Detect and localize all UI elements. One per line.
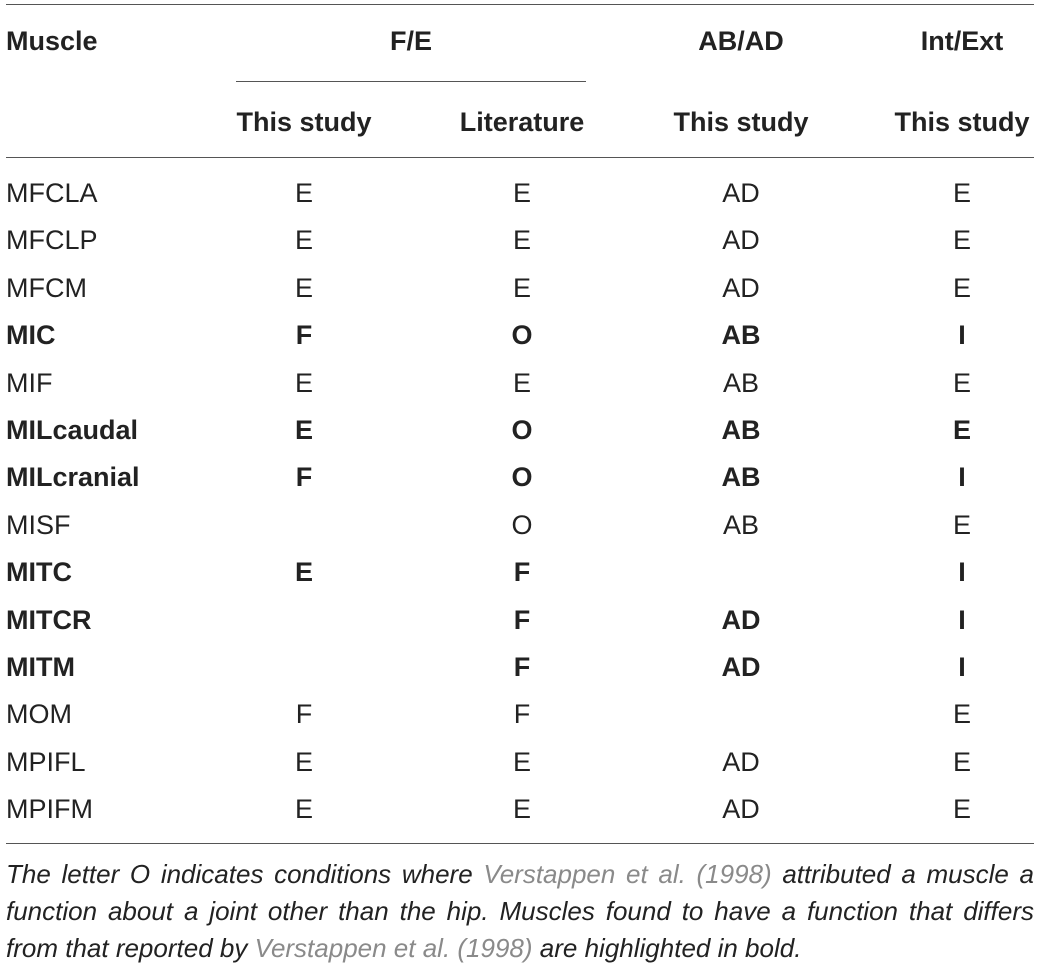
table-row	[0, 597, 1040, 644]
cell-fe-this-study: F	[295, 462, 313, 493]
cell-abad-this-study: AB	[722, 367, 760, 398]
cell-fe-this-study: E	[294, 414, 314, 445]
table-row	[0, 739, 1040, 786]
cell-fe-literature: E	[512, 178, 532, 208]
cell-fe-literature: O	[511, 509, 533, 540]
table-row	[0, 217, 1040, 264]
top-rule	[6, 4, 1034, 5]
cell-abad-this-study: AB	[721, 320, 761, 351]
cell-intext-this-study: I	[958, 462, 966, 493]
cell-fe-literature: F	[513, 699, 531, 730]
footnote-text-1: The letter O indicates conditions where	[6, 859, 484, 889]
cell-abad-this-study: AD	[722, 746, 760, 777]
cell-muscle: MFCLA	[6, 178, 98, 208]
table-row	[0, 644, 1040, 691]
cell-abad-this-study: AD	[721, 651, 761, 682]
cell-fe-this-study: E	[294, 794, 314, 825]
cell-fe-this-study: E	[294, 746, 314, 777]
table-row	[0, 454, 1040, 501]
cell-muscle: MITM	[6, 651, 75, 682]
bottom-rule	[6, 843, 1034, 844]
footnote-reference-link[interactable]: Verstappen et al. (1998)	[483, 859, 772, 889]
cell-muscle: MIC	[6, 320, 56, 351]
cell-fe-literature: E	[512, 272, 532, 303]
footnote-reference-link[interactable]: Verstappen et al. (1998)	[254, 933, 533, 963]
cell-fe-this-study: F	[295, 699, 313, 730]
cell-fe-literature: F	[513, 651, 531, 682]
table-footnote	[6, 856, 1034, 967]
cell-abad-this-study: AD	[722, 225, 760, 256]
cell-muscle: MPIFL	[6, 746, 86, 777]
cell-fe-literature: F	[513, 557, 531, 588]
table-body	[0, 170, 1040, 833]
footnote-text-2: attributed a muscle a function about a joint other than the hip. Muscles found to have a function that differs from that reported by	[6, 859, 1034, 963]
table-row	[0, 691, 1040, 738]
cell-abad-this-study: AD	[722, 272, 760, 303]
cell-muscle: MIF	[6, 367, 53, 398]
cell-abad-this-study: AB	[722, 509, 760, 540]
cell-fe-this-study: E	[294, 367, 314, 398]
cell-fe-this-study: E	[294, 225, 314, 256]
table-row	[0, 312, 1040, 359]
cell-fe-this-study: E	[294, 178, 314, 208]
fe-group-rule	[236, 81, 586, 82]
table-row	[0, 407, 1040, 454]
cell-fe-literature: O	[511, 462, 533, 493]
cell-fe-this-study: E	[294, 557, 314, 588]
table-row	[0, 786, 1040, 833]
cell-muscle: MITC	[6, 557, 72, 588]
cell-abad-this-study: AD	[722, 794, 760, 825]
cell-abad-this-study: AB	[721, 414, 761, 445]
cell-intext-this-study: E	[952, 367, 972, 398]
header-rule	[6, 157, 1034, 158]
table-row	[0, 265, 1040, 312]
cell-intext-this-study: E	[952, 225, 972, 256]
cell-intext-this-study: E	[952, 746, 972, 777]
cell-intext-this-study: E	[952, 794, 972, 825]
table-row	[0, 502, 1040, 549]
cell-fe-literature: E	[512, 794, 532, 825]
table-row	[0, 360, 1040, 407]
cell-muscle: MFCLP	[6, 225, 98, 256]
subheader-this-study-intext: This study	[894, 107, 1030, 137]
cell-muscle: MITCR	[6, 604, 92, 635]
subheader-this-study-abad: This study	[673, 107, 809, 137]
cell-abad-this-study: AB	[721, 462, 761, 493]
header-abad: AB/AD	[698, 26, 784, 56]
cell-intext-this-study: E	[952, 178, 972, 208]
cell-muscle: MILcaudal	[6, 414, 139, 445]
cell-intext-this-study: E	[952, 414, 972, 445]
cell-muscle: MFCM	[6, 272, 87, 303]
header-fe: F/E	[389, 26, 433, 56]
cell-fe-literature: O	[511, 320, 533, 351]
cell-muscle: MISF	[6, 509, 71, 540]
header-intext: Int/Ext	[920, 26, 1004, 56]
cell-fe-this-study: F	[295, 320, 313, 351]
table-row	[0, 549, 1040, 596]
header-muscle: Muscle	[6, 26, 98, 56]
cell-muscle: MOM	[6, 699, 72, 730]
cell-intext-this-study: E	[952, 509, 972, 540]
cell-fe-literature: O	[511, 414, 533, 445]
cell-fe-literature: E	[512, 746, 532, 777]
cell-abad-this-study: AD	[722, 178, 760, 208]
cell-intext-this-study: E	[952, 699, 972, 730]
cell-muscle: MPIFM	[6, 794, 93, 825]
cell-intext-this-study: I	[958, 557, 966, 588]
footnote-text-3: are highlighted in bold.	[532, 933, 802, 963]
cell-abad-this-study: AD	[721, 604, 761, 635]
cell-intext-this-study: I	[958, 651, 966, 682]
table-row	[0, 170, 1040, 217]
cell-fe-this-study: E	[294, 272, 314, 303]
cell-intext-this-study: I	[958, 604, 966, 635]
cell-fe-literature: F	[513, 604, 531, 635]
cell-intext-this-study: E	[952, 272, 972, 303]
subheader-this-study-fe: This study	[236, 107, 372, 137]
cell-intext-this-study: I	[958, 320, 966, 351]
subheader-literature: Literature	[459, 107, 585, 137]
cell-fe-literature: E	[512, 225, 532, 256]
cell-muscle: MILcranial	[6, 462, 140, 493]
cell-fe-literature: E	[512, 367, 532, 398]
